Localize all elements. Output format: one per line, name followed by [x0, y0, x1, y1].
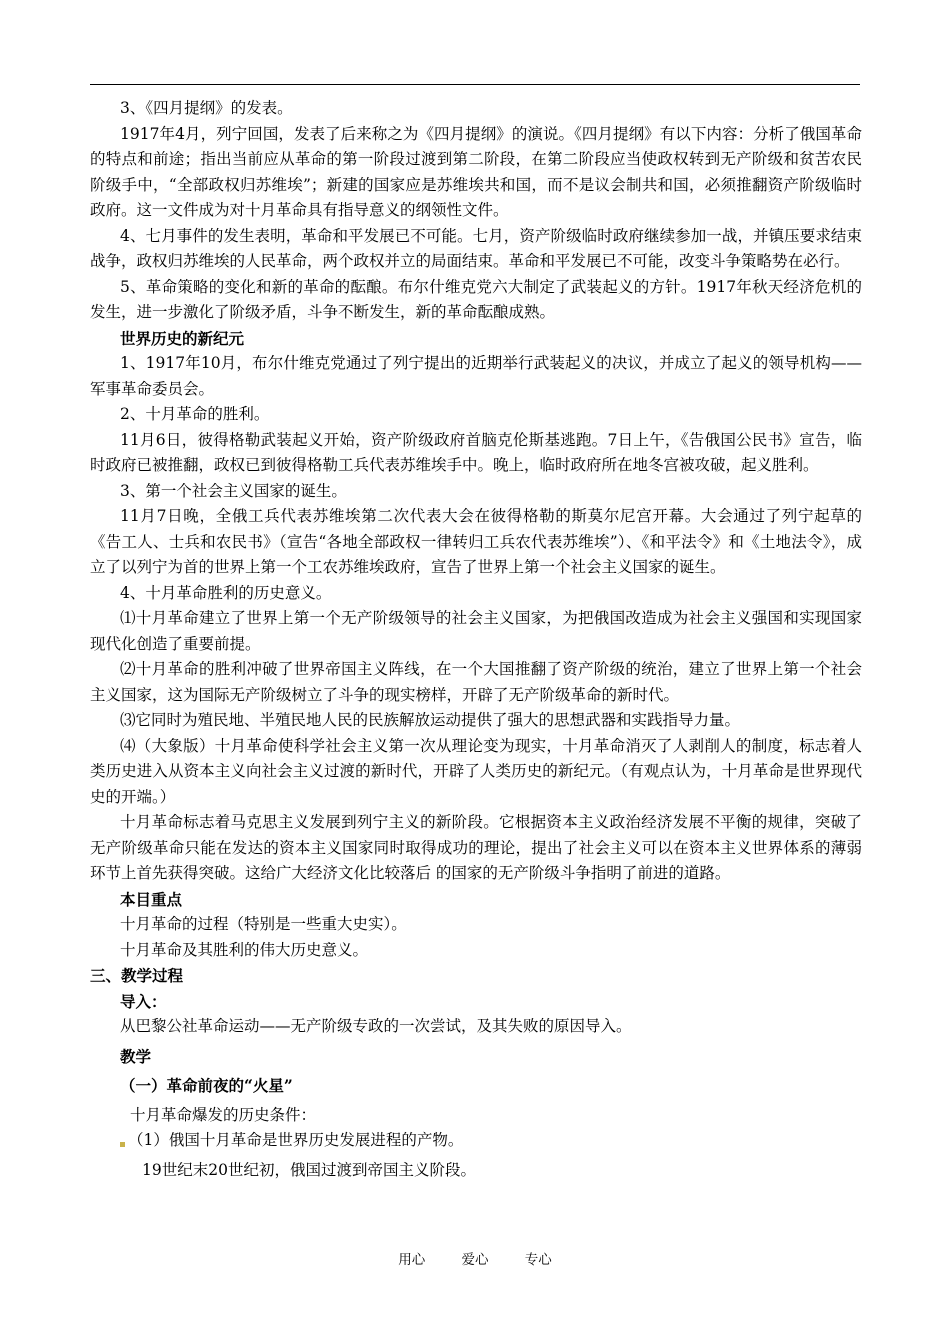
paragraph: 3、《四月提纲》的发表。	[120, 99, 293, 117]
paragraph: ⑷（大象版）十月革命使科学社会主义第一次从理论变为现实，十月革命消灭了人剥削人的制度，标志着人类历史进入从资本主义向社会主义过渡的新时代，开辟了人类历史的新纪元。（有观点认为，十月革命是世界现代史的开端。）	[90, 736, 862, 806]
footer-text: 专心	[524, 1252, 552, 1268]
paragraph: 十月革命及其胜利的伟大历史意义。	[120, 940, 369, 959]
section-heading: 教学	[120, 1046, 152, 1066]
section-heading: 本目重点	[120, 889, 183, 909]
paragraph: 3、第一个社会主义国家的诞生。	[120, 481, 347, 500]
paragraph-text: （1）俄国十月革命是世界历史发展进程的产物。	[128, 1131, 464, 1149]
paragraph: 4、十月革命胜利的历史意义。	[120, 583, 332, 602]
paragraph: 十月革命爆发的历史条件：	[130, 1105, 317, 1124]
paragraph-with-mark	[90, 1128, 862, 1154]
section-heading: 导入：	[120, 991, 167, 1011]
paragraph: 11月6日，彼得格勒武装起义开始，资产阶级政府首脑克伦斯基逃跑。7日上午，《告俄国公民书》宣告，临时政府已被推翻，政权已到彼得格勒工兵代表苏维埃手中。晚上，临时政府所在地冬宫被攻破，起义胜利。	[90, 430, 862, 474]
paragraph: ⑶它同时为殖民地、半殖民地人民的民族解放运动提供了强大的思想武器和实践指导力量。	[120, 711, 741, 729]
footer-text: 用心	[398, 1252, 426, 1268]
paragraph: 11月7日晚，全俄工兵代表苏维埃第二次代表大会在彼得格勒的斯莫尔尼宫开幕。大会通过了列宁起草的《告工人、士兵和农民书》（宣告“各地全部政权一律转归工兵农代表苏维埃”）、《和平法令》和《土地法令》，成立了以列宁为首的世界上第一个工农苏维埃政府，宣告了世界上第一个社会主义国家的诞生。	[90, 507, 862, 576]
document-body	[90, 96, 862, 1183]
section-heading: 三、教学过程	[90, 966, 184, 985]
paragraph: 十月革命的过程（特别是一些重大史实）。	[120, 915, 407, 933]
paragraph: 4、七月事件的发生表明，革命和平发展已不可能。七月，资产阶级临时政府继续参加一战，并镇压要求结束战争，政权归苏维埃的人民革命，两个政权并立的局面结束。革命和平发展已不可能，改变斗争策略势在必行。	[90, 226, 862, 270]
bullet-mark-icon	[120, 1142, 125, 1147]
paragraph: ⑵十月革命的胜利冲破了世界帝国主义阵线，在一个大国推翻了资产阶级的统治，建立了世界上第一个社会主义国家，这为国际无产阶级树立了斗争的现实榜样，开辟了无产阶级革命的新时代。	[90, 660, 862, 704]
paragraph: ⑴十月革命建立了世界上第一个无产阶级领导的社会主义国家，为把俄国改造成为社会主义强国和实现国家现代化创造了重要前提。	[90, 609, 862, 653]
paragraph: 1、1917年10月，布尔什维克党通过了列宁提出的近期举行武装起义的决议，并成立了起义的领导机构——军事革命委员会。	[90, 354, 862, 398]
footer-text: 爱心	[461, 1252, 489, 1268]
page-footer	[0, 1248, 950, 1268]
paragraph: 2、十月革命的胜利。	[120, 405, 270, 423]
paragraph: 十月革命标志着马克思主义发展到列宁主义的新阶段。它根据资本主义政治经济发展不平衡的规律，突破了无产阶级革命只能在发达的资本主义国家同时取得成功的理论，提出了社会主义可以在资本主义世界体系的薄弱环节上首先获得突破。这给广大经济文化比较落后 的国家的无产阶级斗争指明了前进的道路。	[90, 813, 862, 882]
header-rule	[90, 84, 860, 85]
paragraph: 19世纪末20世纪初，俄国过渡到帝国主义阶段。	[142, 1160, 476, 1179]
paragraph: 5、革命策略的变化和新的革命的酝酿。布尔什维克党六大制定了武装起义的方针。1917年秋天经济危机的发生，进一步激化了阶级矛盾，斗争不断发生，新的革命酝酿成熟。	[90, 277, 862, 321]
section-heading: （一）革命前夜的“火星”	[120, 1076, 293, 1095]
paragraph: 从巴黎公社革命运动——无产阶级专政的一次尝试，及其失败的原因导入。	[120, 1017, 632, 1035]
paragraph: 1917年4月，列宁回国，发表了后来称之为《四月提纲》的演说。《四月提纲》有以下内容：分析了俄国革命的特点和前途；指出当前应从革命的第一阶段过渡到第二阶段，在第二阶段应当使政权转到无产阶级和贫苦农民阶级手中，“全部政权归苏维埃”；新建的国家应是苏维埃共和国，而不是议会制共和国，必须推翻资产阶级临时政府。这一文件成为对十月革命具有指导意义的纲领性文件。	[90, 124, 862, 219]
section-heading: 世界历史的新纪元	[120, 328, 245, 348]
